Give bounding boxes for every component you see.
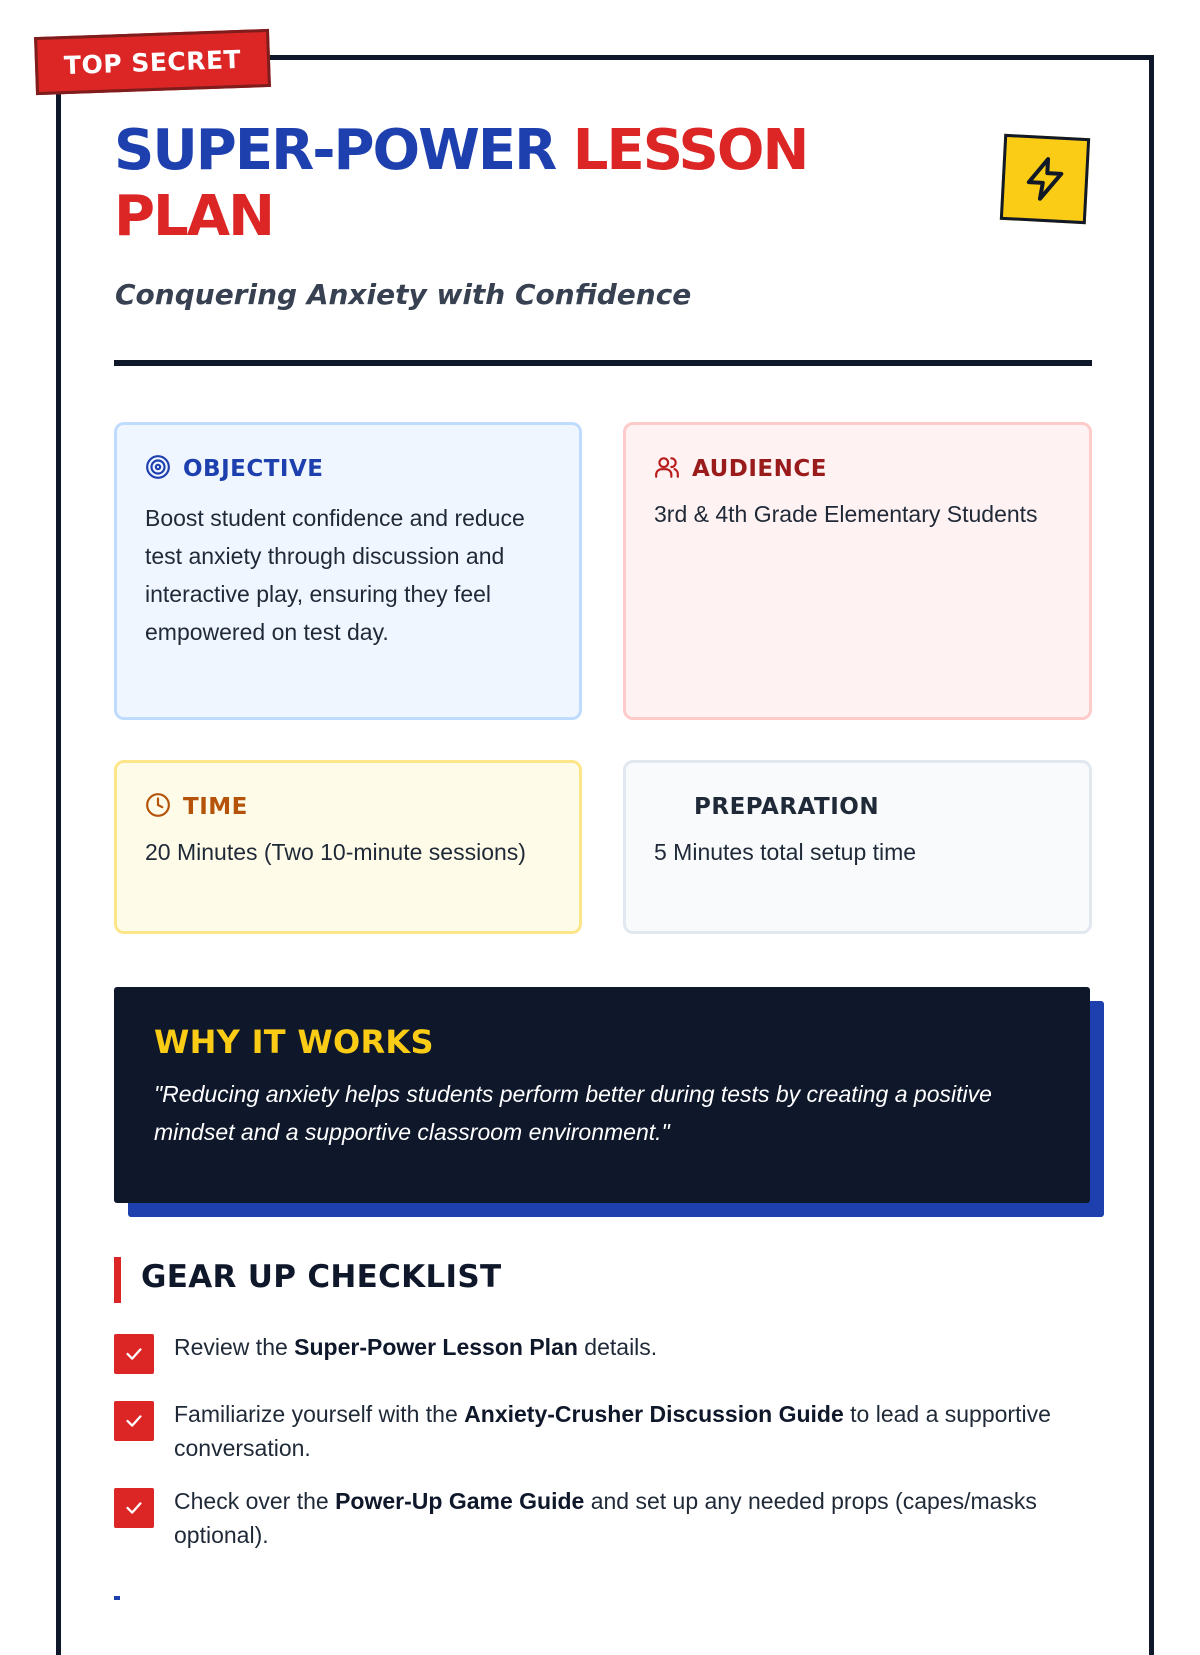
divider: [114, 360, 1092, 366]
preparation-card: [623, 760, 1092, 934]
checklist-item: [114, 1484, 1092, 1552]
checklist-item-text: [174, 1397, 1092, 1465]
checklist-accent-bar: [114, 1257, 121, 1303]
check-icon: [123, 1343, 145, 1365]
time-card: [114, 760, 582, 934]
item-text-after: and set up any needed props (capes/masks optional).: [174, 1488, 1037, 1548]
item-text-before: Review the: [174, 1334, 295, 1360]
page-subtitle: Conquering Anxiety with Confidence: [115, 278, 692, 311]
item-text-bold: Super-Power Lesson Plan: [294, 1334, 578, 1360]
checklist-title: GEAR UP CHECKLIST: [141, 1259, 502, 1295]
preparation-title: PREPARATION: [694, 794, 880, 820]
why-it-works-box: [114, 987, 1090, 1203]
item-text-before: Check over the: [174, 1488, 336, 1514]
clock-icon: [145, 792, 171, 823]
top-secret-stamp: TOP SECRET: [34, 29, 271, 95]
why-title: WHY IT WORKS: [154, 1023, 434, 1061]
target-icon: [145, 454, 171, 485]
checklist-item-text: [174, 1330, 657, 1374]
item-text-before: Familiarize yourself with the: [174, 1401, 465, 1427]
why-quote: "Reducing anxiety helps students perform better during tests by creating a positive mindset and a supportive classroom environment.": [154, 1081, 992, 1145]
users-icon: [654, 454, 680, 485]
preparation-text: 5 Minutes total setup time: [654, 839, 917, 865]
objective-card: [114, 422, 582, 720]
page-title: [114, 118, 914, 250]
item-text-bold: Anxiety-Crusher Discussion Guide: [464, 1401, 844, 1427]
check-icon: [123, 1410, 145, 1432]
audience-text: 3rd & 4th Grade Elementary Students: [654, 501, 1038, 527]
lightning-bolt-icon: [1000, 134, 1090, 224]
check-icon: [123, 1497, 145, 1519]
time-title: TIME: [183, 794, 248, 820]
item-text-after: to lead a supportive conversation.: [174, 1401, 1051, 1461]
title-part-3: PLAN: [114, 184, 273, 249]
next-section-marker: [114, 1596, 120, 1600]
checkbox-checked[interactable]: [114, 1334, 154, 1374]
checklist-item-text: [174, 1484, 1092, 1552]
checklist-item: [114, 1330, 1092, 1374]
title-part-2: LESSON: [572, 118, 808, 183]
item-text-after: details.: [577, 1334, 658, 1360]
audience-title: AUDIENCE: [692, 456, 827, 482]
objective-title: OBJECTIVE: [183, 456, 324, 482]
title-part-1: SUPER-POWER: [114, 118, 573, 183]
objective-text: Boost student confidence and reduce test anxiety through discussion and interactive play, ensuring they feel empowered on test day.: [145, 505, 525, 645]
item-text-bold: Power-Up Game Guide: [335, 1488, 585, 1514]
audience-card: [623, 422, 1092, 720]
checkbox-checked[interactable]: [114, 1488, 154, 1528]
checklist-item: [114, 1397, 1092, 1465]
checkbox-checked[interactable]: [114, 1401, 154, 1441]
time-text: 20 Minutes (Two 10-minute sessions): [145, 839, 526, 865]
